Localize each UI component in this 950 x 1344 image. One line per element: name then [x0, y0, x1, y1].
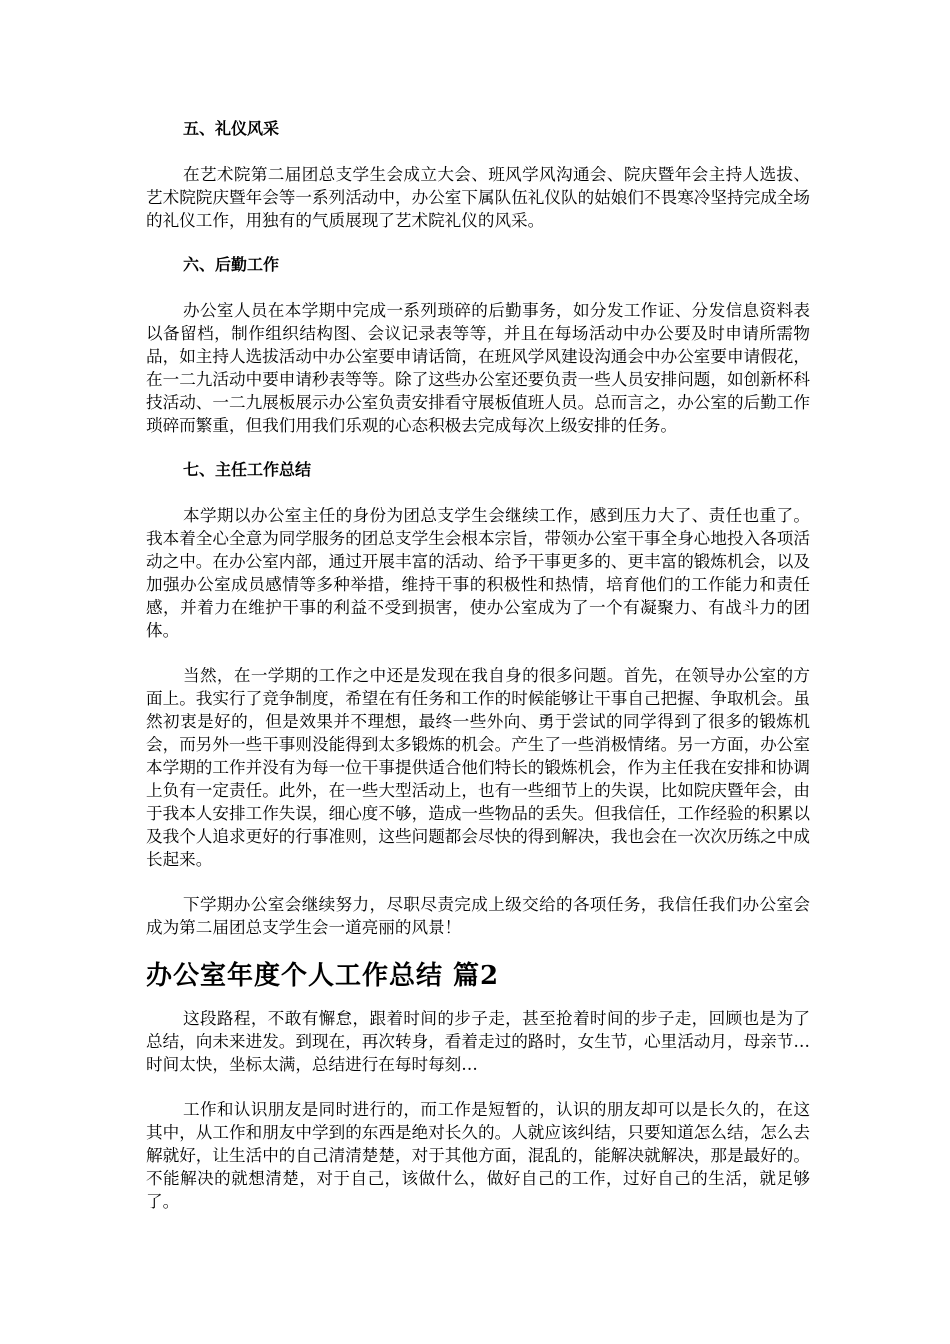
- section-heading-etiquette: 五、礼仪风采: [183, 119, 280, 138]
- paragraph: 当然，在一学期的工作之中还是发现在我自身的很多问题。首先，在领导办公室的方面上。我实行了竞争制度，希望在有任务和工作的时候能够让干事自己把握、争取机会。虽然初衷是好的，但是效果并不理想，最终一些外向、勇于尝试的同学得到了很多的锻炼机会，而另外一些干事则没能得到太多锻炼的机会。产生了一些消极情绪。另一方面，办公室本学期的工作并没有为每一位干事提供适合他们特长的锻炼机会，作为主任我在安排和协调上负有一定责任。此外，在一些大型活动上，也有一些细节上的失误，比如院庆暨年会，由于我本人安排工作失误，细心度不够，造成一些物品的丢失。但我信任，工作经验的积累以及我个人追求更好的行事准则，这些问题都会尽快的得到解决，我也会在一次次历练之中成长起来。: [146, 666, 810, 869]
- section-heading-logistics: 六、后勤工作: [183, 255, 280, 274]
- document-page: [146, 112, 810, 1213]
- article-title: 办公室年度个人工作总结 篇2: [146, 961, 500, 991]
- paragraph: 工作和认识朋友是同时进行的，而工作是短暂的，认识的朋友却可以是长久的，在这其中，从工作和朋友中学到的东西是绝对长久的。人就应该纠结，只要知道怎么结，怎么去解就好，让生活中的自己清清楚楚，对于其他方面，混乱的，能解决就解决，那是最好的。不能解决的就想清楚，对于自己，该做什么，做好自己的工作，过好自己的生活，就足够了。: [146, 1100, 810, 1211]
- paragraph: 下学期办公室会继续努力，尽职尽责完成上级交给的各项任务，我信任我们办公室会成为第二届团总支学生会一道亮丽的风景！: [146, 895, 810, 937]
- paragraph: 这段路程，不敢有懈怠，跟着时间的步子走，甚至抢着时间的步子走，回顾也是为了总结，向未来进发。到现在，再次转身，看着走过的路时，女生节，心里活动月，母亲节…时间太快，坐标太满，总结进行在每时每刻…: [146, 1009, 810, 1074]
- section-heading-director-summary: 七、主任工作总结: [183, 460, 312, 479]
- paragraph: 办公室人员在本学期中完成一系列琐碎的后勤事务，如分发工作证、分发信息资料表以备留档，制作组织结构图、会议记录表等等，并且在每场活动中办公要及时申请所需物品，如主持人选拔活动中办公室要申请话筒，在班风学风建设沟通会中办公室要申请假花，在一二九活动中要申请秒表等等。除了这些办公室还要负责一些人员安排问题，如创新杯科技活动、一二九展板展示办公室负责安排看守展板值班人员。总而言之，办公室的后勤工作琐碎而繁重，但我们用我们乐观的心态积极去完成每次上级安排的任务。: [146, 301, 810, 435]
- paragraph: 在艺术院第二届团总支学生会成立大会、班风学风沟通会、院庆暨年会主持人选拔、艺术院院庆暨年会等一系列活动中，办公室下属队伍礼仪队的姑娘们不畏寒冷坚持完成全场的礼仪工作，用独有的气质展现了艺术院礼仪的风采。: [146, 165, 810, 230]
- paragraph: 本学期以办公室主任的身份为团总支学生会继续工作，感到压力大了、责任也重了。我本着全心全意为同学服务的团总支学生会根本宗旨，带领办公室干事全身心地投入各项活动之中。在办公室内部，通过开展丰富的活动、给予干事更多的、更丰富的锻炼机会，以及加强办公室成员感情等多种举措，维持干事的积极性和热情，培育他们的工作能力和责任感，并着力在维护干事的利益不受到损害，使办公室成为了一个有凝聚力、有战斗力的团体。: [146, 506, 810, 640]
